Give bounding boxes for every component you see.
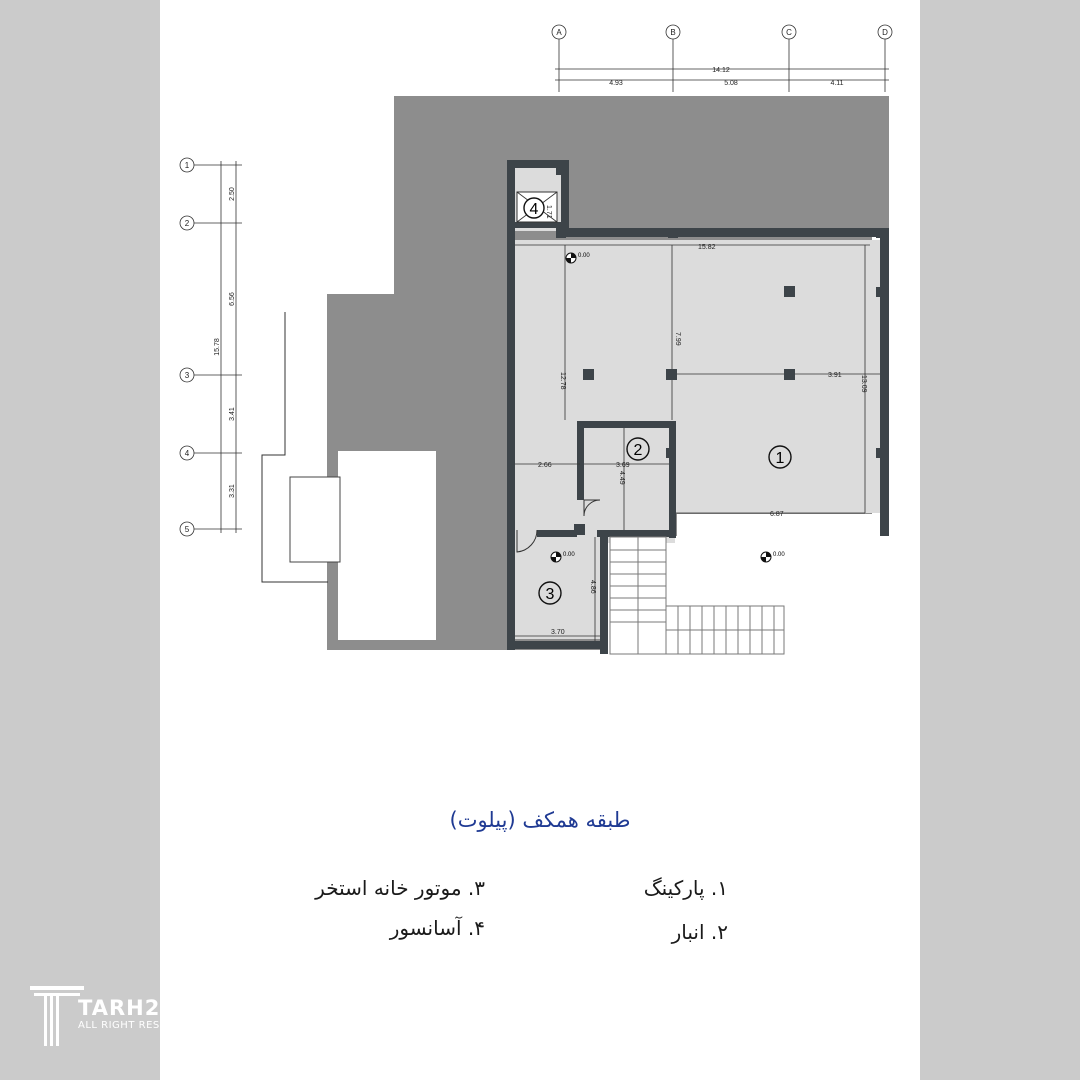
grid-label-col: D xyxy=(882,28,888,37)
room-number-2: 2 xyxy=(633,442,643,459)
grid-label-row: 2 xyxy=(184,219,190,228)
grid-label-col: A xyxy=(556,28,562,37)
legend-item-pool-engine-room: ۳. موتور خانه استخر xyxy=(315,876,485,900)
grid-label-col: C xyxy=(786,28,792,37)
dim-label-top: 5.08 xyxy=(724,80,738,87)
legend-item-elevator: ۴. آسانسور xyxy=(389,916,485,940)
logo-subtitle: ALL RIGHT RESERVED xyxy=(78,1020,196,1031)
parking-floor xyxy=(515,240,880,513)
dim-label: 4.86 xyxy=(589,580,596,594)
dim-label: 13.09 xyxy=(860,375,867,393)
legend-item-parking: ۱. پارکینگ xyxy=(643,876,728,900)
room-number-1: 1 xyxy=(775,450,785,467)
dim-label: 1.71 xyxy=(545,205,552,219)
level-label: 0.00 xyxy=(563,552,575,558)
room-number-3: 3 xyxy=(545,586,555,603)
grid-label-row: 4 xyxy=(184,449,190,458)
dim-label: 6.87 xyxy=(770,511,784,518)
dim-label: 3.91 xyxy=(828,372,842,379)
dim-label: 7.99 xyxy=(674,332,681,346)
logo-wordmark: TARH2TARH xyxy=(78,996,227,1020)
dim-label: 15.82 xyxy=(698,244,716,251)
dim-label-top-total: 14.12 xyxy=(712,67,730,74)
tarh2tarh-logo xyxy=(28,982,238,1054)
dim-label: 12.78 xyxy=(559,372,566,390)
grid-label-row: 3 xyxy=(184,371,190,380)
dim-label-top: 4.11 xyxy=(830,80,844,87)
pool-area xyxy=(338,451,436,640)
room-number-4: 4 xyxy=(529,201,539,218)
grid-label-row: 1 xyxy=(184,161,190,170)
dim-label-left: 3.31 xyxy=(229,484,236,498)
dim-label: 3.70 xyxy=(551,629,565,636)
grid-label-col: B xyxy=(670,28,676,37)
dim-label-left: 2.50 xyxy=(229,187,236,201)
legend-item-storage: ۲. انبار xyxy=(671,920,728,944)
dim-label-left: 3.41 xyxy=(229,407,236,421)
dim-label: 2.66 xyxy=(538,462,552,469)
plan-title: طبقه همکف (پیلوت) xyxy=(449,808,631,832)
grid-label-row: 5 xyxy=(184,525,190,534)
level-label: 0.00 xyxy=(773,552,785,558)
dim-label-top: 4.93 xyxy=(609,80,623,87)
dim-label: 4.49 xyxy=(618,471,625,485)
left-grid xyxy=(180,158,242,536)
dim-label-left-total: 15.78 xyxy=(214,338,221,356)
level-label: 0.00 xyxy=(578,253,590,259)
dim-label-left: 6.56 xyxy=(229,292,236,306)
copyright-mark: © xyxy=(222,984,231,994)
pool-step xyxy=(290,477,340,562)
dim-label: 3.69 xyxy=(616,462,630,469)
